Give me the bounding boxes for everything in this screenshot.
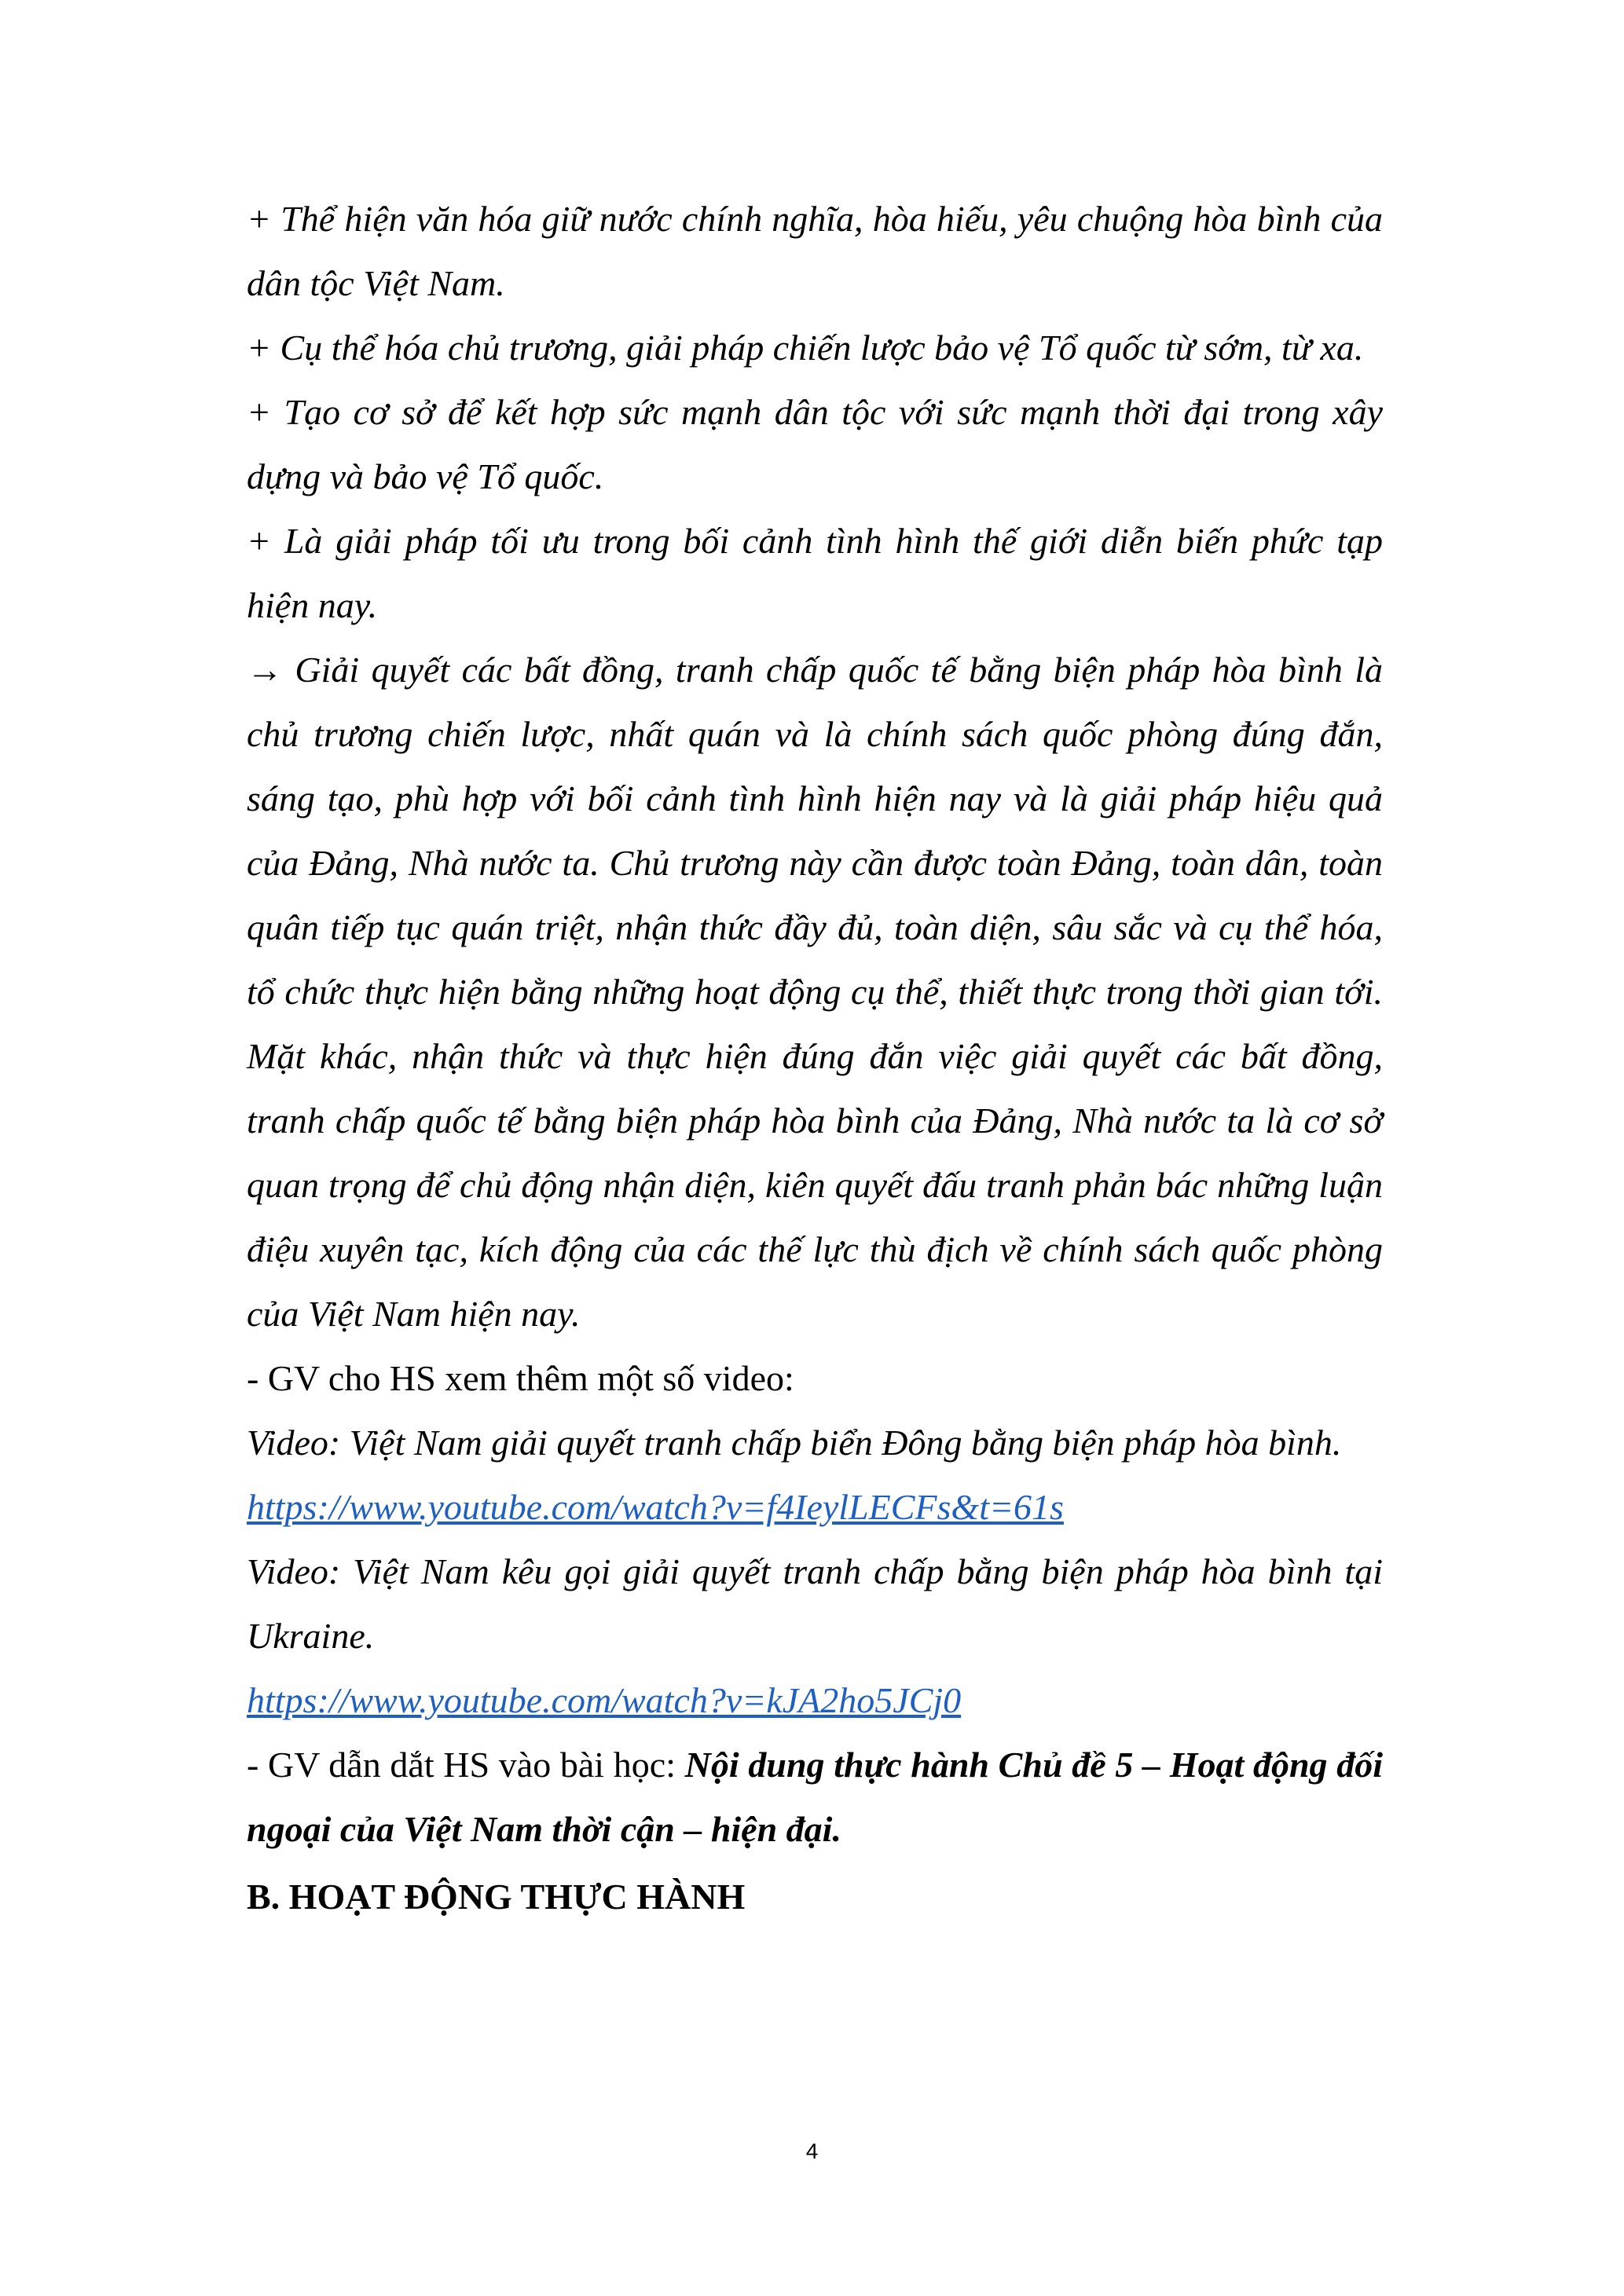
bullet-paragraph-4: + Là giải pháp tối ưu trong bối cảnh tình hình thế giới diễn biến phức tạp hiện nay. <box>247 521 1383 625</box>
conclusion-paragraph: → Giải quyết các bất đồng, tranh chấp quốc tế bằng biện pháp hòa bình là chủ trương chiến lược, nhất quán và là chính sách quốc phòng đúng đắn, sáng tạo, phù hợp với bối cảnh tình hình hiện nay và là giải pháp hiệu quả của Đảng, Nhà nước ta. Chủ trương này cần được toàn Đảng, toàn dân, toàn quân tiếp tục quán triệt, nhận thức đầy đủ, toàn diện, sâu sắc và cụ thể hóa, tổ chức thực hiện bằng những hoạt động cụ thể, thiết thực trong thời gian tới. Mặt khác, nhận thức và thực hiện đúng đắn việc giải quyết các bất đồng, tranh chấp quốc tế bằng biện pháp hòa bình của Đảng, Nhà nước ta là cơ sở quan trọng để chủ động nhận diện, kiên quyết đấu tranh phản bác những luận điệu xuyên tạc, kích động của các thế lực thù địch về chính sách quốc phòng của Việt Nam hiện nay. <box>247 650 1383 1334</box>
lead-in-prefix: - GV dẫn dắt HS vào bài học: <box>247 1745 685 1785</box>
section-heading: B. HOẠT ĐỘNG THỰC HÀNH <box>247 1877 746 1917</box>
lead-in-paragraph <box>247 1733 1383 1862</box>
bullet-paragraph-2: + Cụ thể hóa chủ trương, giải pháp chiến lược bảo vệ Tổ quốc từ sớm, từ xa. <box>247 328 1364 368</box>
video-intro: - GV cho HS xem thêm một số video: <box>247 1358 794 1398</box>
bullet-paragraph-1: + Thể hiện văn hóa giữ nước chính nghĩa, hòa hiếu, yêu chuộng hòa bình của dân tộc Việt Nam. <box>247 199 1383 303</box>
video-1-title: Video: Việt Nam giải quyết tranh chấp biển Đông bằng biện pháp hòa bình. <box>247 1423 1342 1463</box>
video-1-link[interactable]: https://www.youtube.com/watch?v=f4IeylLECFs&t=61s <box>247 1487 1064 1527</box>
page-number: 4 <box>805 2139 819 2163</box>
bullet-paragraph-3: + Tạo cơ sở để kết hợp sức mạnh dân tộc với sức mạnh thời đại trong xây dựng và bảo vệ Tổ quốc. <box>247 392 1383 496</box>
video-2-title: Video: Việt Nam kêu gọi giải quyết tranh chấp bằng biện pháp hòa bình tại Ukraine. <box>247 1551 1383 1656</box>
lead-in-emphasis: Nội dung thực hành Chủ đề 5 – Hoạt động đối ngoại của Việt Nam thời cận – hiện đại. <box>247 1745 1383 1849</box>
document-body <box>247 187 1383 1929</box>
video-1-link-line <box>247 1475 1383 1540</box>
video-2-link-line <box>247 1668 1383 1733</box>
video-2-link[interactable]: https://www.youtube.com/watch?v=kJA2ho5JCj0 <box>247 1680 962 1720</box>
